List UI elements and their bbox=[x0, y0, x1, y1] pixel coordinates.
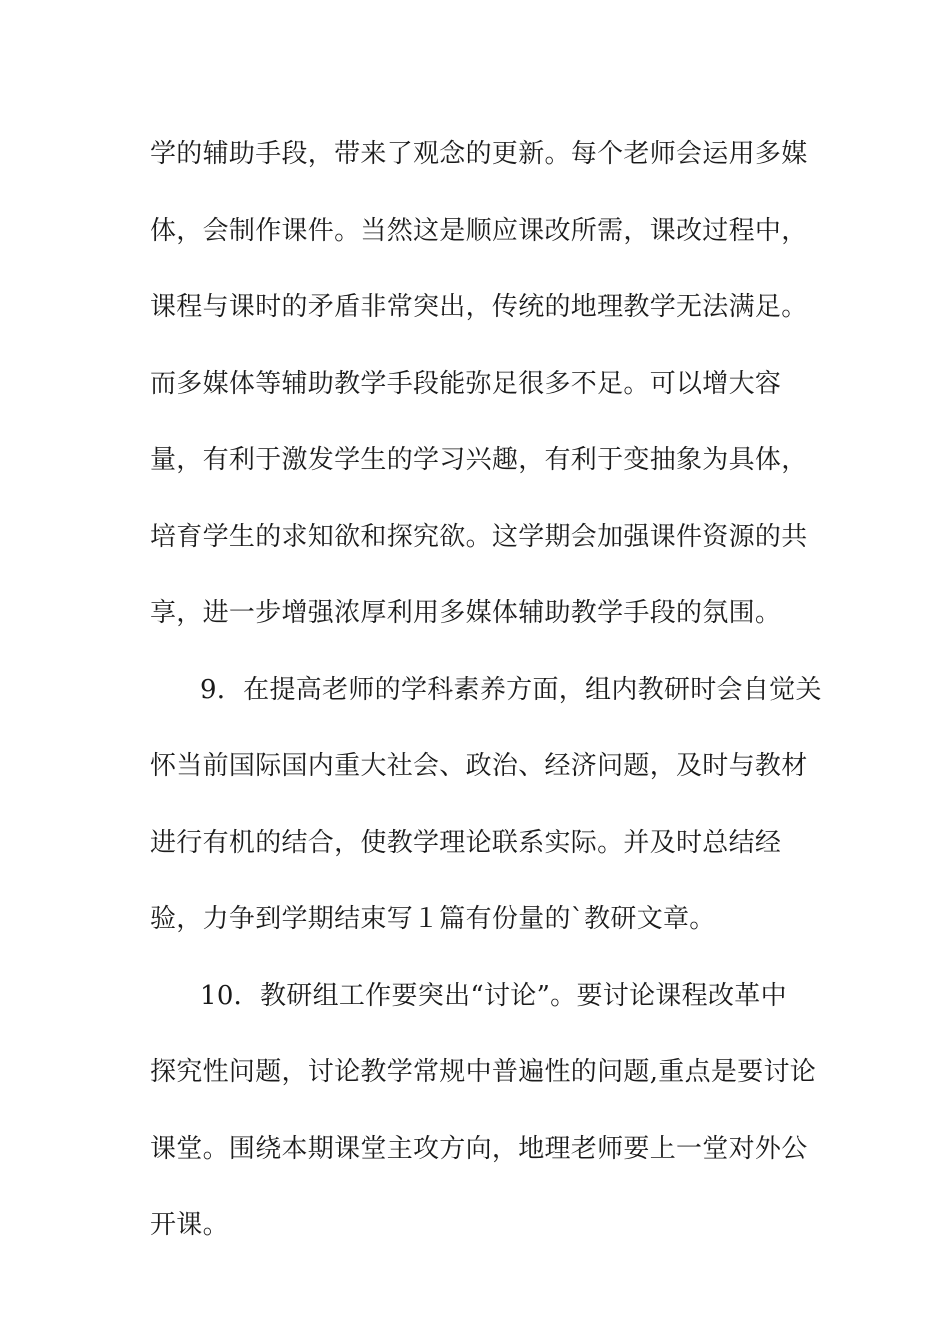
text-line: 课堂。围绕本期课堂主攻方向，地理老师要上一堂对外公 bbox=[150, 1133, 808, 1164]
text-line: 课程与课时的矛盾非常突出，传统的地理教学无法满足。 bbox=[150, 292, 808, 322]
paragraph-9-start: 9．在提高老师的学科素养方面，组内教研时会自觉关 bbox=[200, 674, 822, 705]
text-line: 怀当前国际国内重大社会、政治、经济问题，及时与教材 bbox=[150, 751, 808, 781]
text-line: 量，有利于激发学生的学习兴趣，有利于变抽象为具体， bbox=[150, 445, 808, 475]
text-line: 享，进一步增强浓厚利用多媒体辅助教学手段的氛围。 bbox=[150, 598, 782, 628]
text-line: 探究性问题，讨论教学常规中普遍性的问题,重点是要讨论 bbox=[150, 1057, 817, 1087]
text-line: 而多媒体等辅助教学手段能弥足很多不足。可以增大容 bbox=[150, 368, 782, 399]
text-line: 学的辅助手段，带来了观念的更新。每个老师会运用多媒 bbox=[150, 139, 808, 169]
body-text bbox=[150, 126, 822, 1274]
text-line: 体，会制作课件。当然这是顺应课改所需，课改过程中， bbox=[150, 215, 808, 246]
text-line: 开课。 bbox=[150, 1210, 229, 1240]
text-line: 验，力争到学期结束写１篇有份量的`教研文章。 bbox=[150, 904, 716, 934]
text-line: 进行有机的结合，使教学理论联系实际。并及时总结经 bbox=[150, 827, 782, 858]
paragraph-10-start: 10．教研组工作要突出“讨论”。要讨论课程改革中 bbox=[200, 980, 787, 1011]
text-line: 培育学生的求知欲和探究欲。这学期会加强课件资源的共 bbox=[150, 521, 808, 552]
